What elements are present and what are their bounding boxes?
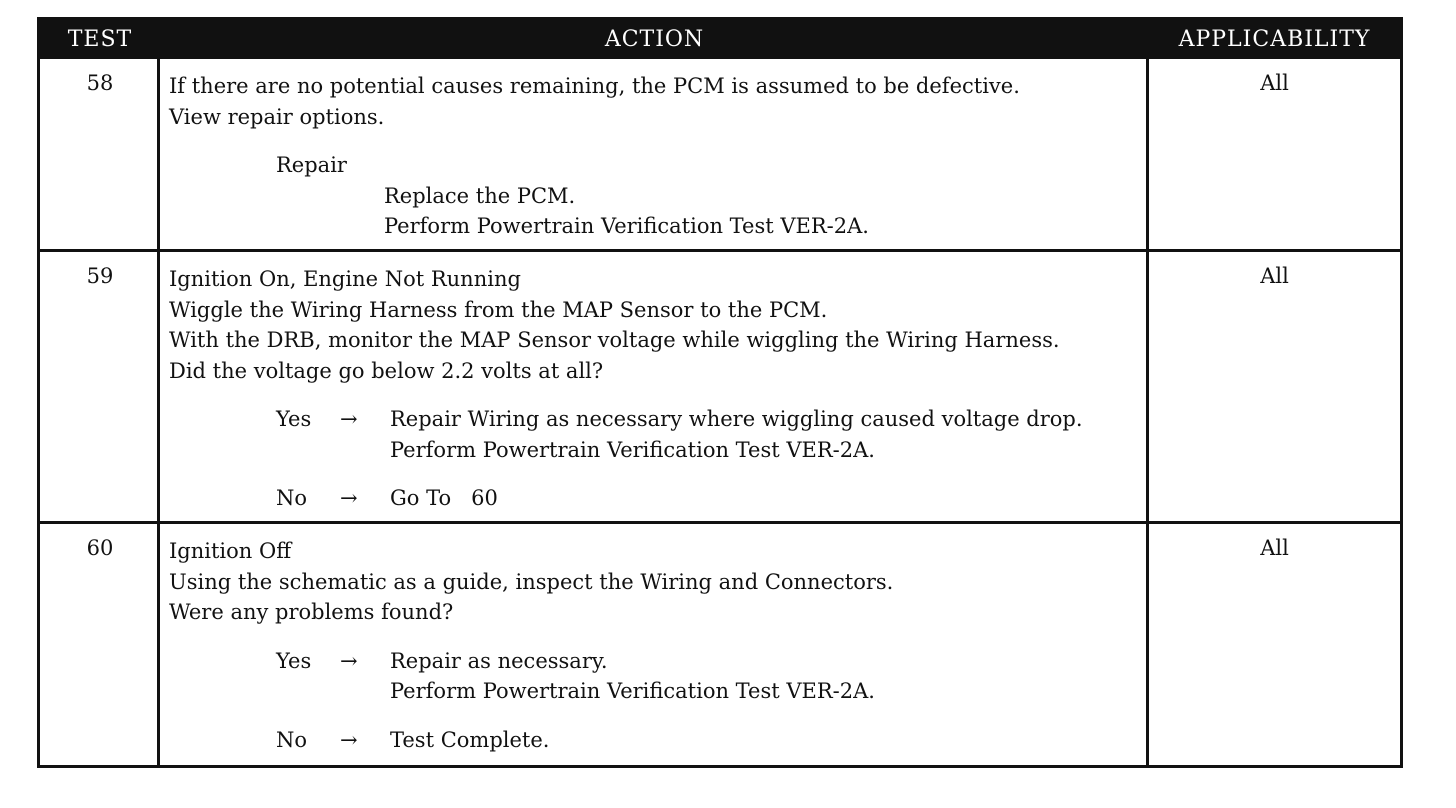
yes-option-continuation [169,435,1144,466]
diagnostic-test-table [37,17,1403,768]
action-line: Were any problems found? [169,600,454,624]
table-row-60 [40,524,1400,765]
yes-result: Perform Powertrain Verification Test VER-2A. [390,679,875,703]
applicability-value: All [1260,264,1289,288]
action-line: Ignition Off [169,539,292,563]
action-cell [169,264,1144,514]
action-cell [169,536,1144,755]
repair-step-row [169,181,1144,212]
repair-step: Perform Powertrain Verification Test VER-2A. [384,214,869,238]
action-cell [169,71,1144,242]
yes-result: Repair Wiring as necessary where wiggling caused voltage drop. [390,407,1083,431]
yes-result: Perform Powertrain Verification Test VER-2A. [390,437,875,462]
no-option-row [169,725,1144,756]
action-line: Did the voltage go below 2.2 volts at all? [169,358,604,383]
applicability-value: All [1260,536,1289,560]
applicability-value: All [1260,71,1289,95]
header-applicability: APPLICABILITY [1178,27,1371,52]
no-result: Go To 60 [390,486,498,510]
right-arrow-icon: → [340,727,358,752]
yes-option-continuation [169,676,1144,707]
table-row-58 [40,59,1400,249]
yes-option-row [169,646,1144,677]
yes-result: Repair as necessary. [390,648,608,673]
no-option-row [169,483,1144,514]
right-arrow-icon: → [340,648,358,673]
repair-heading-row [169,150,1144,181]
right-arrow-icon: → [340,486,358,510]
yes-option-row [169,404,1144,435]
repair-label: Repair [276,153,347,177]
no-label: No [276,727,308,752]
yes-label: Yes [276,648,312,673]
action-line: Wiggle the Wiring Harness from the MAP Sensor to the PCM. [169,297,828,322]
test-number: 58 [86,71,114,95]
test-number: 60 [86,536,114,560]
repair-step: Replace the PCM. [384,183,576,208]
action-line: If there are no potential causes remaining, the PCM is assumed to be defective. [169,74,1020,98]
action-line: Using the schematic as a guide, inspect the Wiring and Connectors. [169,569,894,594]
table-row-59 [40,252,1400,521]
right-arrow-icon: → [340,407,358,431]
test-number: 59 [86,264,114,288]
yes-label: Yes [276,407,312,431]
action-line: With the DRB, monitor the MAP Sensor voltage while wiggling the Wiring Harness. [169,328,1060,352]
no-result: Test Complete. [390,727,550,752]
table-header-row [40,20,1400,59]
no-label: No [276,486,308,510]
action-line: Ignition On, Engine Not Running [169,267,521,291]
header-test: TEST [67,27,133,52]
repair-step-row [169,211,1144,242]
action-line: View repair options. [169,104,385,129]
header-action: ACTION [604,27,705,52]
